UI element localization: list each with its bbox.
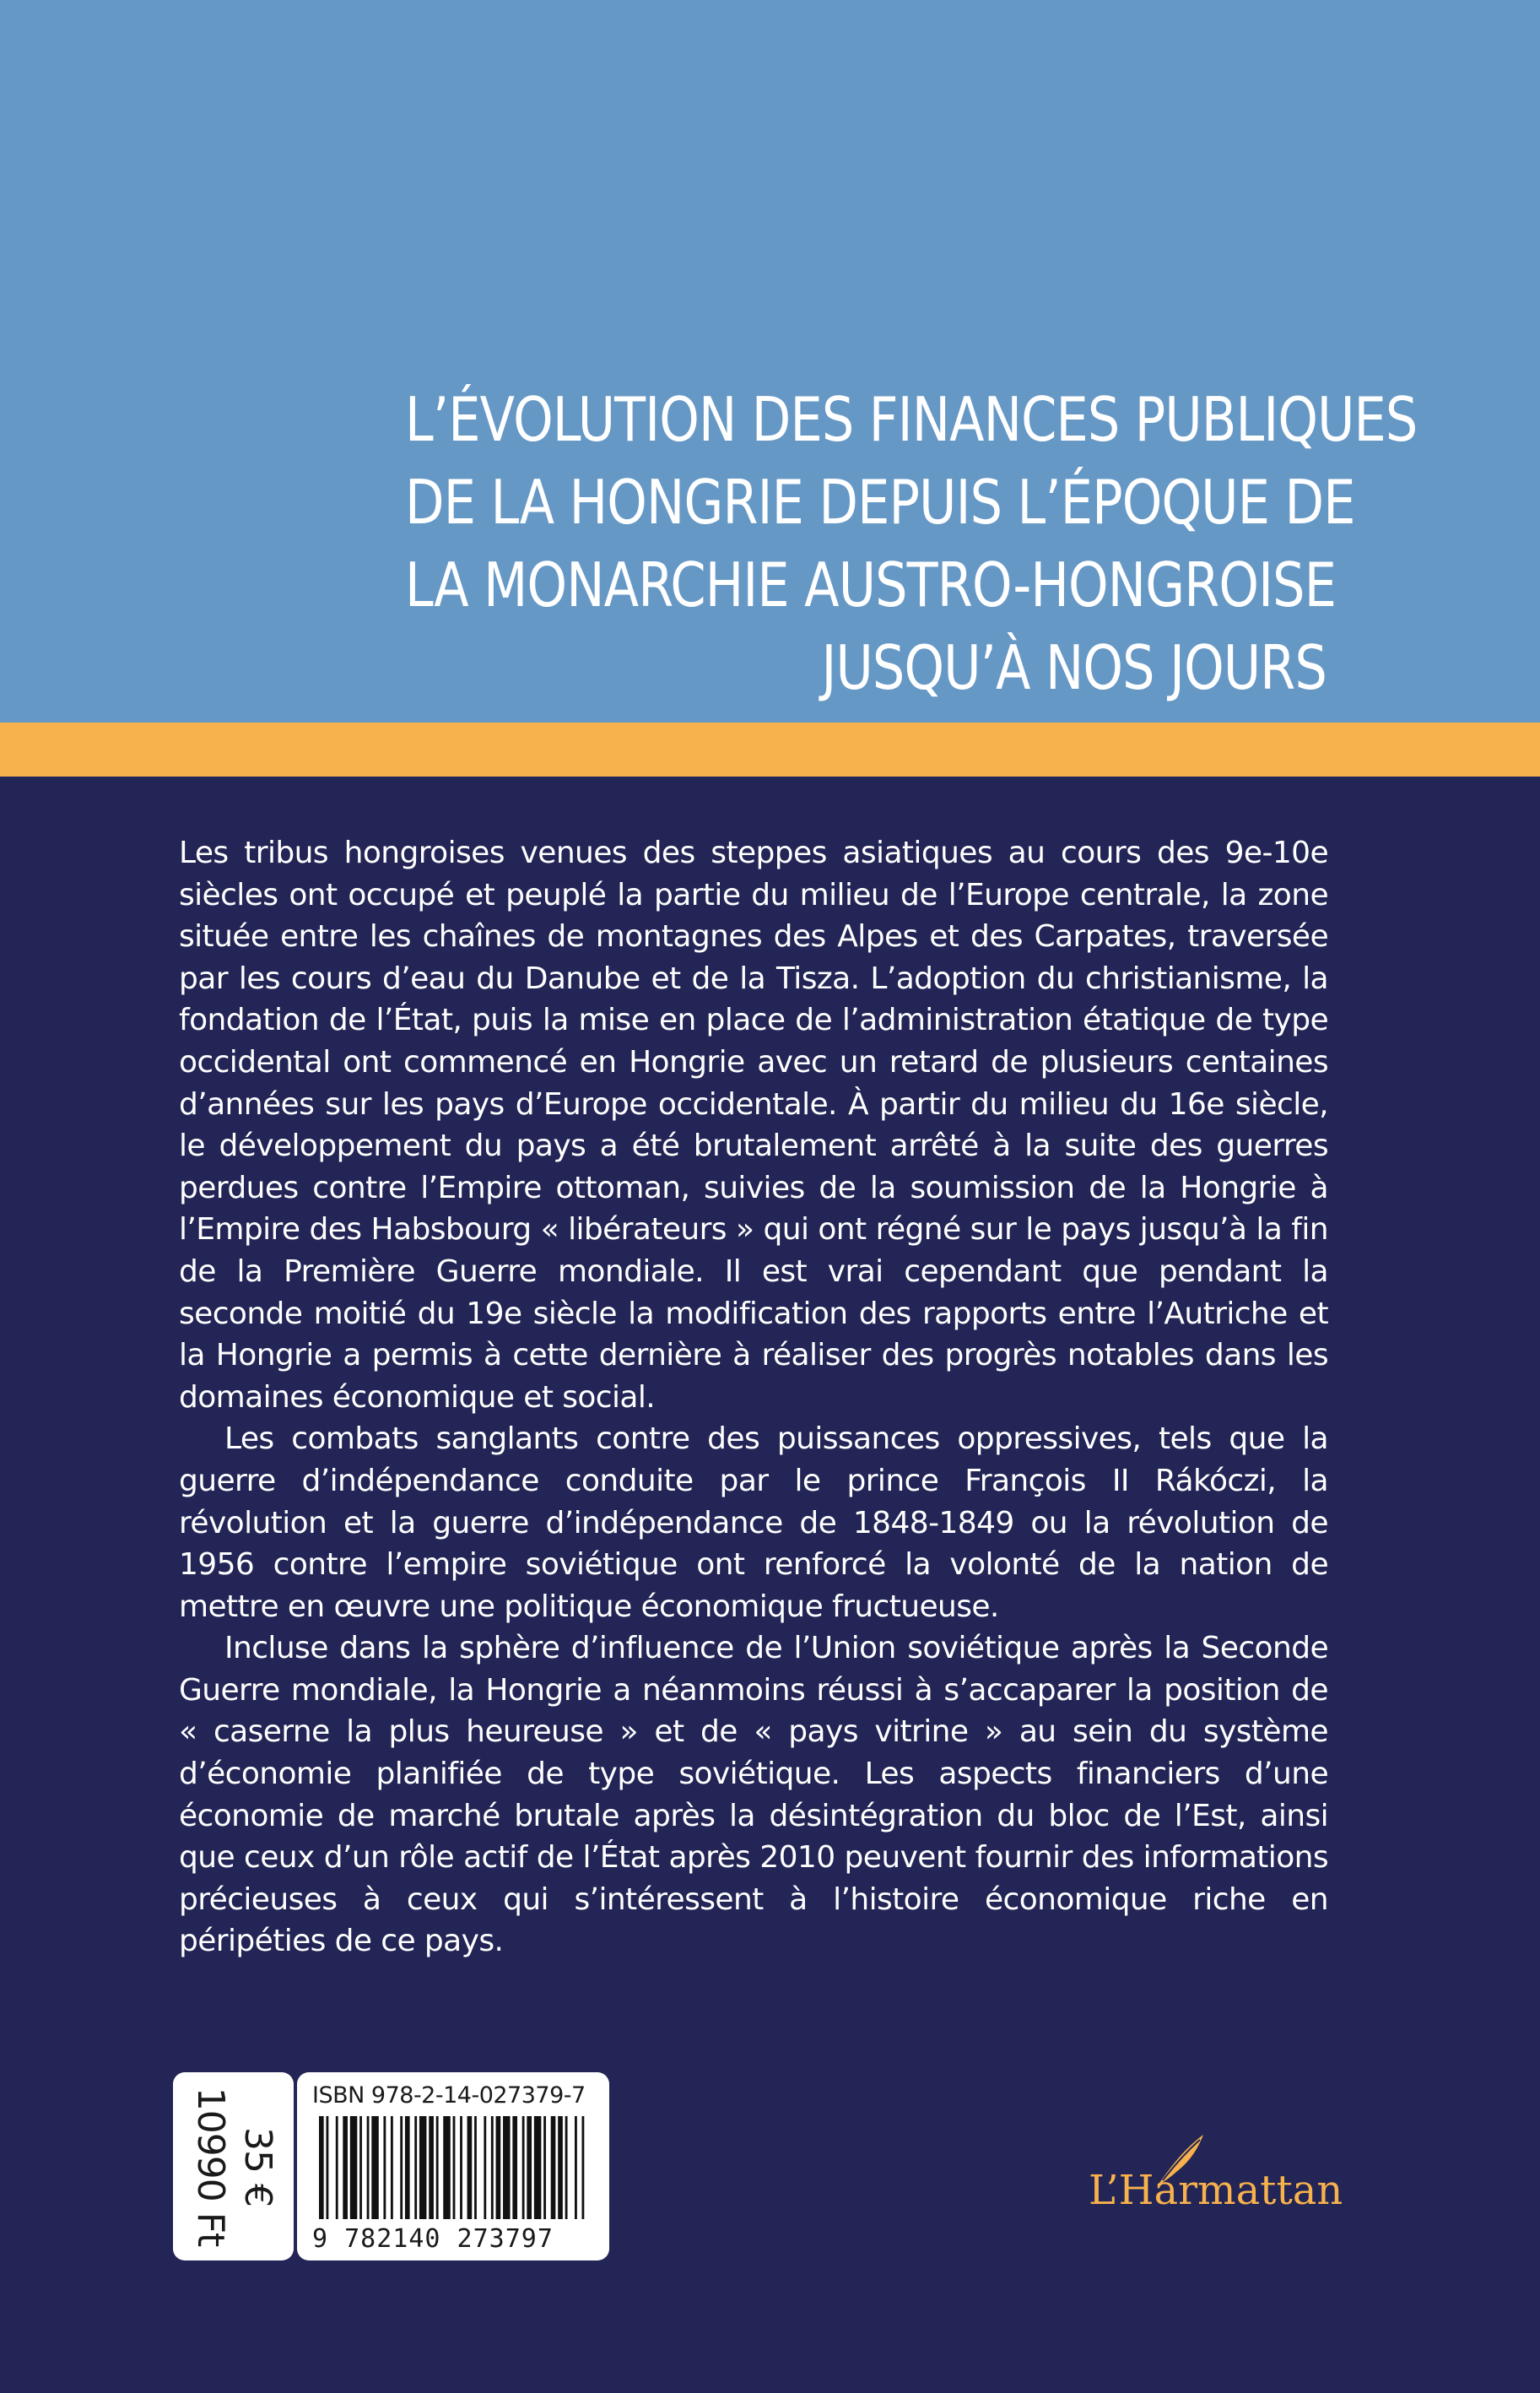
barcode-bar	[327, 2116, 329, 2219]
barcode-bar	[467, 2116, 473, 2219]
price-forint: 10990 Ft	[188, 2087, 232, 2246]
barcode-bar	[400, 2116, 403, 2219]
price-euro: 35 €	[235, 2126, 279, 2206]
barcode-bar	[391, 2116, 393, 2219]
barcode-bar	[367, 2116, 370, 2219]
barcode-bar	[429, 2116, 434, 2219]
barcode-bar	[527, 2116, 532, 2219]
barcode-digits: 9 782140 273797	[312, 2224, 554, 2254]
barcode-bar	[371, 2116, 379, 2219]
barcode-bar	[383, 2116, 386, 2219]
summary-paragraph: Incluse dans la sphère d’influence de l’Union soviétique après la Seconde Guerre mondiale, la Hongrie a néanmoins réussi à s’accaparer la position de « caserne la plus heureuse » et de « pays vitrine » au sein du système d’économie planifiée de type soviétique. Les aspects financiers d’une économie de marché brutale après la désintégration du bloc de l’Est, ainsi que ceux d’un rôle actif de l’État après 2010 peuvent fournir des informations précieuses à ceux qui s’intéressent à l’histoire économique riche en péripéties de ce pays.	[179, 1631, 1328, 1959]
back-cover-summary	[179, 832, 1328, 1963]
barcode-bar	[551, 2116, 556, 2219]
barcode-bar	[460, 2116, 462, 2219]
barcode-bar	[414, 2116, 417, 2219]
title-line: JUSQU’À NOS JOURS	[821, 632, 1327, 703]
barcode-bar	[558, 2116, 563, 2219]
price-label	[173, 2072, 294, 2260]
publisher-name: L’Harmattan	[1089, 2167, 1343, 2214]
barcode-bar	[565, 2116, 568, 2219]
barcode-bar	[503, 2116, 511, 2219]
barcode-icon	[319, 2116, 589, 2219]
barcode-bar	[336, 2116, 338, 2219]
title-line: LA MONARCHIE AUSTRO-HONGROISE	[405, 550, 1337, 620]
barcode-bar	[496, 2116, 501, 2219]
barcode-bar	[419, 2116, 427, 2219]
price-text	[186, 2072, 281, 2260]
accent-stripe	[0, 723, 1540, 777]
title-line: DE LA HONGRIE DEPUIS L’ÉPOQUE DE	[405, 467, 1355, 538]
barcode-bar	[319, 2116, 324, 2219]
barcode-bar	[474, 2116, 477, 2219]
barcode-bar	[359, 2116, 362, 2219]
barcode-bar	[350, 2116, 358, 2219]
barcode-bar	[512, 2116, 517, 2219]
barcode-bar	[543, 2116, 546, 2219]
barcode-bar	[522, 2116, 525, 2219]
barcode-bar	[405, 2116, 410, 2219]
isbn-number: ISBN 978-2-14-027379-7	[312, 2082, 586, 2109]
title-line: L’ÉVOLUTION DES FINANCES PUBLIQUES	[405, 384, 1418, 455]
barcode-bar	[443, 2116, 451, 2219]
barcode-bar	[484, 2116, 486, 2219]
barcode-bar	[436, 2116, 439, 2219]
barcode-bar	[491, 2116, 494, 2219]
barcode-bar	[453, 2116, 456, 2219]
barcode-bar	[343, 2116, 348, 2219]
publisher-logo	[1089, 2131, 1359, 2233]
isbn-label	[297, 2072, 609, 2260]
book-title	[405, 378, 1418, 709]
barcode-bar	[582, 2116, 585, 2219]
barcode-bar	[575, 2116, 577, 2219]
summary-paragraph: Les combats sanglants contre des puissances oppressives, tels que la guerre d’indépendance conduite par le prince François II Rákóczi, la révolution et la guerre d’indépendance de 1848-1849 ou la révolution de 1956 contre l’empire soviétique ont renforcé la volonté de la nation de mettre en œuvre une politique économique fructueuse.	[179, 1421, 1328, 1624]
summary-paragraph: Les tribus hongroises venues des steppes asiatiques au cours des 9e-10e siècles ont occupé et peuplé la partie du milieu de l’Europe centrale, la zone située entre les chaînes de montagnes des Alpes et des Carpates, traversée par les cours d’eau du Danube et de la Tisza. L’adoption du christianisme, la fondation de l’État, puis la mise en place de l’administration étatique de type occidental ont commencé en Hongrie avec un retard de plusieurs centaines d’années sur les pays d’Europe occidentale. À partir du milieu du 16e siècle, le développement du pays a été brutalement arrêté à la suite des guerres perdues contre l’Empire ottoman, suivies de la soumission de la Hongrie à l’Empire des Habsbourg « libérateurs » qui ont régné sur le pays jusqu’à la fin de la Première Guerre mondiale. Il est vrai cependant que pendant la seconde moitié du 19e siècle la modification des rapports entre l’Autriche et la Hongrie a permis à cette dernière à réaliser des progrès notables dans les domaines économique et social.	[179, 836, 1328, 1415]
barcode-bar	[534, 2116, 542, 2219]
